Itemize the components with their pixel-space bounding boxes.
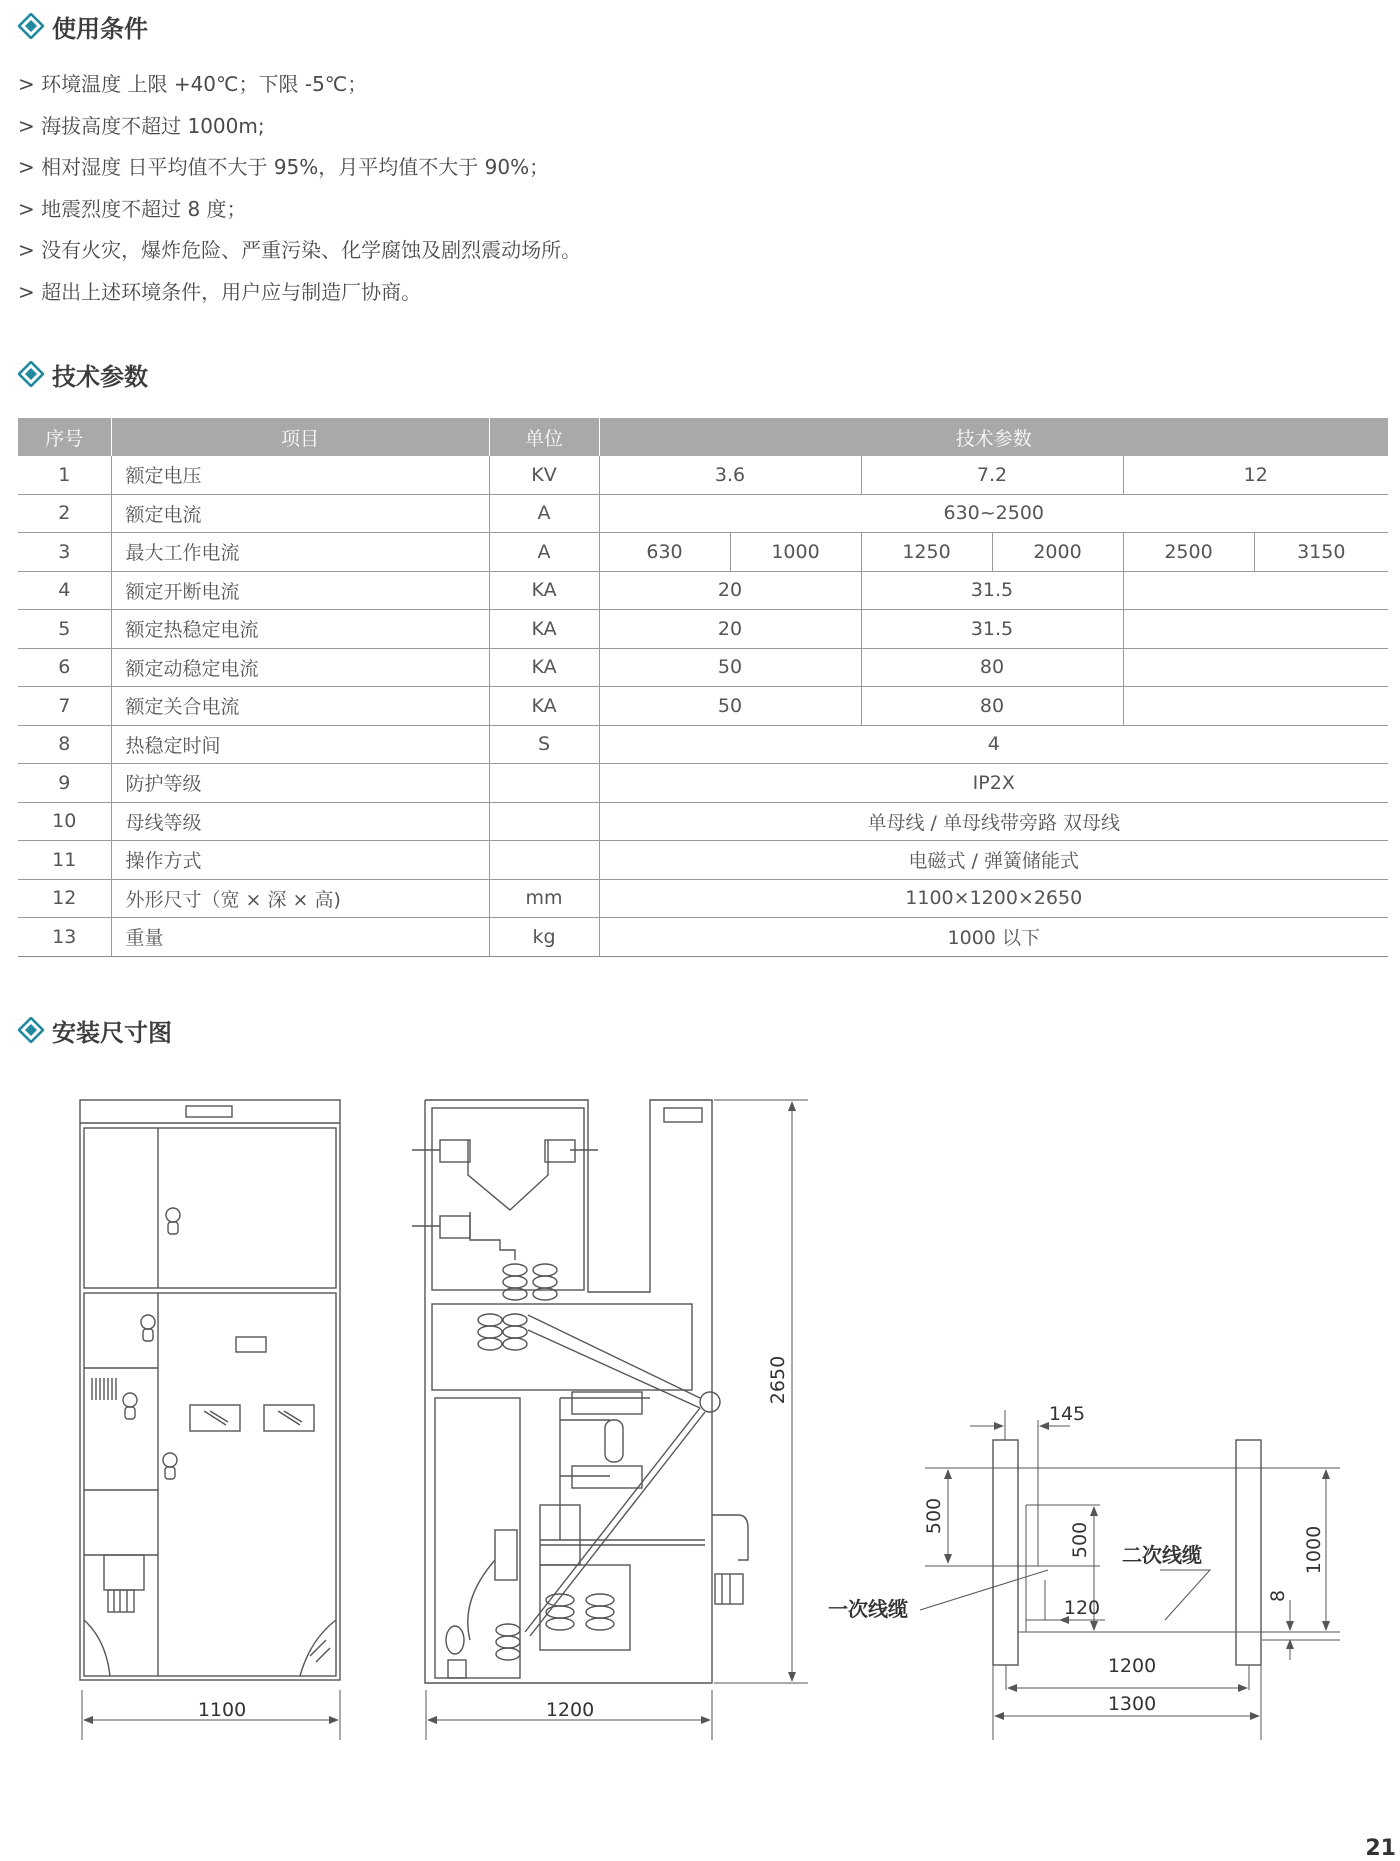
condition-item: > 海拔高度不超过 1000m; [18,113,265,138]
cell-value: 3150 [1254,533,1388,572]
table-row [18,802,1388,841]
dim-500-mid: 500 [1069,1521,1091,1559]
header-unit: 单位 [489,418,599,456]
cell-item: 额定电流 [111,494,489,533]
cell-value: 31.5 [861,610,1123,649]
label-primary-cable: 一次线缆 [828,1597,908,1621]
base-plan [920,1410,1340,1740]
table-row [18,610,1388,649]
cell-item: 热稳定时间 [111,725,489,764]
cell-item: 最大工作电流 [111,533,489,572]
table-row [18,841,1388,880]
cell-item: 额定热稳定电流 [111,610,489,649]
section-title-drawing: 安装尺寸图 [18,1014,172,1046]
dim-1300: 1300 [1107,1693,1157,1715]
cell-no: 6 [18,648,111,687]
cell-unit [489,802,599,841]
cell-value: 20 [599,571,861,610]
table-row [18,648,1388,687]
dim-side-depth: 1200 [545,1699,595,1721]
cell-item: 操作方式 [111,841,489,880]
cell-item: 外形尺寸（宽 × 深 × 高) [111,879,489,918]
cell-item: 额定开断电流 [111,571,489,610]
label-secondary-cable: 二次线缆 [1122,1543,1202,1567]
cell-unit: A [489,533,599,572]
cell-value: 31.5 [861,571,1123,610]
diamond-bullet-icon [18,1017,44,1043]
diamond-bullet-icon [18,361,44,387]
cell-unit [489,841,599,880]
cell-item: 防护等级 [111,764,489,803]
cell-unit: A [489,494,599,533]
condition-item: > 超出上述环境条件，用户应与制造厂协商。 [18,279,422,304]
cell-no: 7 [18,687,111,726]
conditions-list [18,64,581,313]
cell-no: 3 [18,533,111,572]
condition-item: > 地震烈度不超过 8 度； [18,196,247,221]
cell-value: 4 [599,725,1388,764]
cell-unit: KA [489,648,599,687]
cell-value: 3.6 [599,456,861,494]
cell-unit: KA [489,687,599,726]
cell-value: 2500 [1123,533,1254,572]
dim-120: 120 [1063,1597,1101,1619]
cell-value [1123,687,1388,726]
cell-no: 4 [18,571,111,610]
cell-item: 重量 [111,918,489,957]
cell-item: 额定关合电流 [111,687,489,726]
dim-8: 8 [1267,1589,1289,1603]
cell-unit: KV [489,456,599,494]
cell-value [1123,571,1388,610]
cell-unit: S [489,725,599,764]
diamond-bullet-icon [18,13,44,39]
cell-value: 50 [599,687,861,726]
table-row [18,764,1388,803]
cell-value: 单母线 / 单母线带旁路 双母线 [599,802,1388,841]
page-number: 21 [1365,1836,1396,1861]
cell-no: 13 [18,918,111,957]
cell-unit [489,764,599,803]
table-row [18,725,1388,764]
cell-unit: kg [489,918,599,957]
cell-value [1123,610,1388,649]
condition-item: > 相对湿度 日平均值不大于 95%，月平均值不大于 90%； [18,155,550,179]
table-row [18,918,1388,957]
cell-value: IP2X [599,764,1388,803]
section-title-params: 技术参数 [18,358,148,390]
dim-height: 2650 [767,1355,789,1405]
cell-value [1123,648,1388,687]
cell-item: 额定动稳定电流 [111,648,489,687]
table-row [18,456,1388,494]
dim-front-width: 1100 [197,1699,247,1721]
cell-item: 母线等级 [111,802,489,841]
cell-value: 1000 [730,533,861,572]
cell-no: 12 [18,879,111,918]
cell-value: 12 [1123,456,1388,494]
table-row [18,494,1388,533]
cell-no: 5 [18,610,111,649]
cell-value: 2000 [992,533,1123,572]
cell-no: 11 [18,841,111,880]
installation-drawing [0,1060,1400,1840]
table-row [18,687,1388,726]
table-row [18,879,1388,918]
cell-value: 80 [861,648,1123,687]
cell-no: 1 [18,456,111,494]
cell-value: 1250 [861,533,992,572]
cell-value: 630~2500 [599,494,1388,533]
cell-value: 20 [599,610,861,649]
cell-value: 1100×1200×2650 [599,879,1388,918]
cell-item: 额定电压 [111,456,489,494]
dim-1200: 1200 [1107,1655,1157,1677]
cell-value: 7.2 [861,456,1123,494]
table-header-row [18,418,1388,456]
dim-1000: 1000 [1303,1525,1325,1575]
dim-145: 145 [1048,1403,1086,1425]
cell-value: 50 [599,648,861,687]
cell-unit: mm [489,879,599,918]
cell-no: 10 [18,802,111,841]
cell-value: 1000 以下 [599,918,1388,957]
section-title-conditions: 使用条件 [18,10,148,42]
cell-no: 8 [18,725,111,764]
condition-item: > 环境温度 上限 +40℃；下限 -5℃； [18,72,368,96]
cell-value: 电磁式 / 弹簧储能式 [599,841,1388,880]
cell-unit: KA [489,610,599,649]
cell-value: 630 [599,533,730,572]
header-no: 序号 [18,418,111,456]
table-row [18,571,1388,610]
condition-item: > 没有火灾，爆炸危险、严重污染、化学腐蚀及剧烈震动场所。 [18,238,582,262]
cell-value: 80 [861,687,1123,726]
params-table [18,418,1388,957]
cell-unit: KA [489,571,599,610]
cell-no: 9 [18,764,111,803]
header-item: 项目 [111,418,489,456]
cell-no: 2 [18,494,111,533]
header-params: 技术参数 [599,418,1388,456]
side-view [412,1100,748,1683]
table-row [18,533,1388,572]
front-view [80,1100,340,1680]
dim-500-left: 500 [923,1497,945,1535]
